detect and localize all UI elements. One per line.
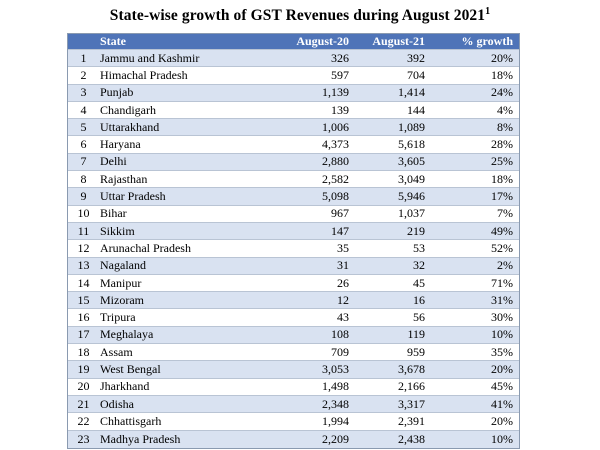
row-august-20: 3,053 <box>322 361 349 376</box>
row-august-21: 56 <box>413 310 425 325</box>
table-row <box>68 136 519 153</box>
row-state: Haryana <box>100 137 141 152</box>
row-growth: 31% <box>491 292 513 307</box>
row-state: Arunachal Pradesh <box>100 240 191 255</box>
row-growth: 71% <box>491 275 513 290</box>
row-serial: 6 <box>80 137 87 152</box>
row-august-20: 26 <box>337 275 349 290</box>
row-august-21: 5,618 <box>398 137 425 152</box>
row-serial: 1 <box>80 50 87 65</box>
row-growth: 17% <box>491 189 513 204</box>
row-august-21: 3,678 <box>398 361 425 376</box>
row-serial: 4 <box>80 102 87 117</box>
row-growth: 30% <box>491 310 513 325</box>
row-growth: 25% <box>491 154 513 169</box>
row-august-21: 2,438 <box>398 431 425 446</box>
row-august-20: 43 <box>337 310 349 325</box>
row-august-20: 35 <box>337 240 349 255</box>
row-state: Manipur <box>100 275 142 290</box>
table-row <box>68 188 519 205</box>
row-serial: 15 <box>77 292 90 307</box>
row-state: Madhya Pradesh <box>100 431 181 446</box>
table-row <box>68 102 519 119</box>
row-state: Delhi <box>100 154 127 169</box>
row-august-20: 12 <box>337 292 349 307</box>
row-growth: 18% <box>491 67 513 82</box>
row-growth: 52% <box>491 240 513 255</box>
row-august-20: 2,209 <box>322 431 349 446</box>
row-august-21: 1,089 <box>398 119 425 134</box>
row-serial: 19 <box>77 361 90 376</box>
row-state: Odisha <box>100 396 134 411</box>
row-growth: 2% <box>497 258 513 273</box>
row-august-20: 2,348 <box>322 396 349 411</box>
row-serial: 7 <box>80 154 87 169</box>
table-row <box>68 431 519 448</box>
table-row <box>68 85 519 102</box>
table-row <box>68 258 519 275</box>
table-row <box>68 361 519 378</box>
table-row <box>68 50 519 67</box>
page-title <box>0 6 600 26</box>
row-serial: 17 <box>77 327 90 342</box>
table-row <box>68 396 519 413</box>
row-state: Punjab <box>100 85 134 100</box>
table-row <box>68 275 519 292</box>
row-growth: 20% <box>491 361 513 376</box>
table-row <box>68 379 519 396</box>
table-row <box>68 154 519 171</box>
row-august-21: 3,317 <box>398 396 425 411</box>
table-row <box>68 292 519 309</box>
title-footnote-marker: 1 <box>485 5 491 17</box>
row-august-21: 219 <box>407 223 425 238</box>
table-row <box>68 240 519 257</box>
row-serial: 22 <box>77 413 90 428</box>
row-august-21: 3,605 <box>398 154 425 169</box>
row-august-20: 4,373 <box>322 137 349 152</box>
row-august-20: 326 <box>331 50 349 65</box>
row-august-21: 959 <box>407 344 425 359</box>
row-august-21: 144 <box>407 102 425 117</box>
table-row <box>68 413 519 430</box>
row-state: Chhattisgarh <box>100 413 162 428</box>
row-august-20: 147 <box>331 223 349 238</box>
row-august-20: 5,098 <box>322 189 349 204</box>
row-august-20: 1,994 <box>322 413 349 428</box>
row-state: Meghalaya <box>100 327 154 342</box>
row-august-21: 45 <box>413 275 425 290</box>
row-growth: 8% <box>497 119 513 134</box>
row-august-21: 119 <box>407 327 425 342</box>
table-row <box>68 67 519 84</box>
row-growth: 28% <box>491 137 513 152</box>
row-serial: 16 <box>77 310 90 325</box>
table-row <box>68 309 519 326</box>
row-growth: 20% <box>491 50 513 65</box>
row-august-21: 53 <box>413 240 425 255</box>
table-header-row <box>68 34 519 50</box>
gst-revenue-table <box>67 33 520 449</box>
row-state: Uttarakhand <box>100 119 160 134</box>
row-state: Jammu and Kashmir <box>100 50 200 65</box>
row-serial: 8 <box>80 171 87 186</box>
row-state: West Bengal <box>100 361 161 376</box>
row-growth: 4% <box>497 102 513 117</box>
row-serial: 13 <box>77 258 90 273</box>
row-state: Sikkim <box>100 223 135 238</box>
row-august-20: 709 <box>331 344 349 359</box>
table-body <box>68 50 519 448</box>
row-growth: 35% <box>491 344 513 359</box>
row-serial: 10 <box>77 206 90 221</box>
row-state: Assam <box>100 344 133 359</box>
row-growth: 41% <box>491 396 513 411</box>
row-state: Uttar Pradesh <box>100 189 166 204</box>
row-serial: 12 <box>77 240 90 255</box>
table-row <box>68 223 519 240</box>
table-row <box>68 344 519 361</box>
row-august-20: 1,006 <box>322 119 349 134</box>
row-august-20: 2,880 <box>322 154 349 169</box>
row-growth: 24% <box>491 85 513 100</box>
row-august-20: 2,582 <box>322 171 349 186</box>
row-state: Mizoram <box>100 292 144 307</box>
table-row <box>68 327 519 344</box>
row-august-20: 597 <box>331 67 349 82</box>
row-august-21: 16 <box>413 292 425 307</box>
row-growth: 10% <box>491 431 513 446</box>
row-growth: 20% <box>491 413 513 428</box>
row-state: Tripura <box>100 310 136 325</box>
row-serial: 9 <box>80 189 87 204</box>
row-growth: 45% <box>491 379 513 394</box>
row-serial: 5 <box>80 119 87 134</box>
table-row <box>68 119 519 136</box>
row-august-21: 1,037 <box>398 206 425 221</box>
row-state: Nagaland <box>100 258 146 273</box>
row-serial: 21 <box>77 396 90 411</box>
row-august-21: 5,946 <box>398 189 425 204</box>
row-august-21: 1,414 <box>398 85 425 100</box>
row-august-20: 1,498 <box>322 379 349 394</box>
table-row <box>68 171 519 188</box>
row-august-21: 2,391 <box>398 413 425 428</box>
row-august-20: 1,139 <box>322 85 349 100</box>
row-august-20: 31 <box>337 258 349 273</box>
row-growth: 7% <box>497 206 513 221</box>
table-row <box>68 206 519 223</box>
row-growth: 10% <box>491 327 513 342</box>
header-growth: % growth <box>461 34 513 48</box>
row-state: Jharkhand <box>100 379 150 394</box>
header-august-21: August-21 <box>372 34 425 48</box>
row-august-21: 704 <box>407 67 425 82</box>
row-serial: 2 <box>80 67 87 82</box>
title-text: State-wise growth of GST Revenues during August 2021 <box>109 7 486 24</box>
row-august-20: 139 <box>331 102 349 117</box>
row-august-20: 967 <box>331 206 349 221</box>
header-august-20: August-20 <box>296 34 349 48</box>
row-august-21: 2,166 <box>398 379 425 394</box>
header-state: State <box>100 34 126 48</box>
row-growth: 18% <box>491 171 513 186</box>
row-state: Himachal Pradesh <box>100 67 188 82</box>
row-serial: 18 <box>77 344 90 359</box>
row-growth: 49% <box>491 223 513 238</box>
row-august-21: 3,049 <box>398 171 425 186</box>
row-state: Bihar <box>100 206 127 221</box>
row-serial: 3 <box>80 85 87 100</box>
row-serial: 20 <box>77 379 90 394</box>
row-august-21: 32 <box>413 258 425 273</box>
row-serial: 14 <box>77 275 90 290</box>
row-state: Rajasthan <box>100 171 148 186</box>
row-serial: 11 <box>77 223 90 238</box>
row-state: Chandigarh <box>100 102 156 117</box>
row-august-20: 108 <box>331 327 349 342</box>
row-serial: 23 <box>77 431 90 446</box>
row-august-21: 392 <box>407 50 425 65</box>
